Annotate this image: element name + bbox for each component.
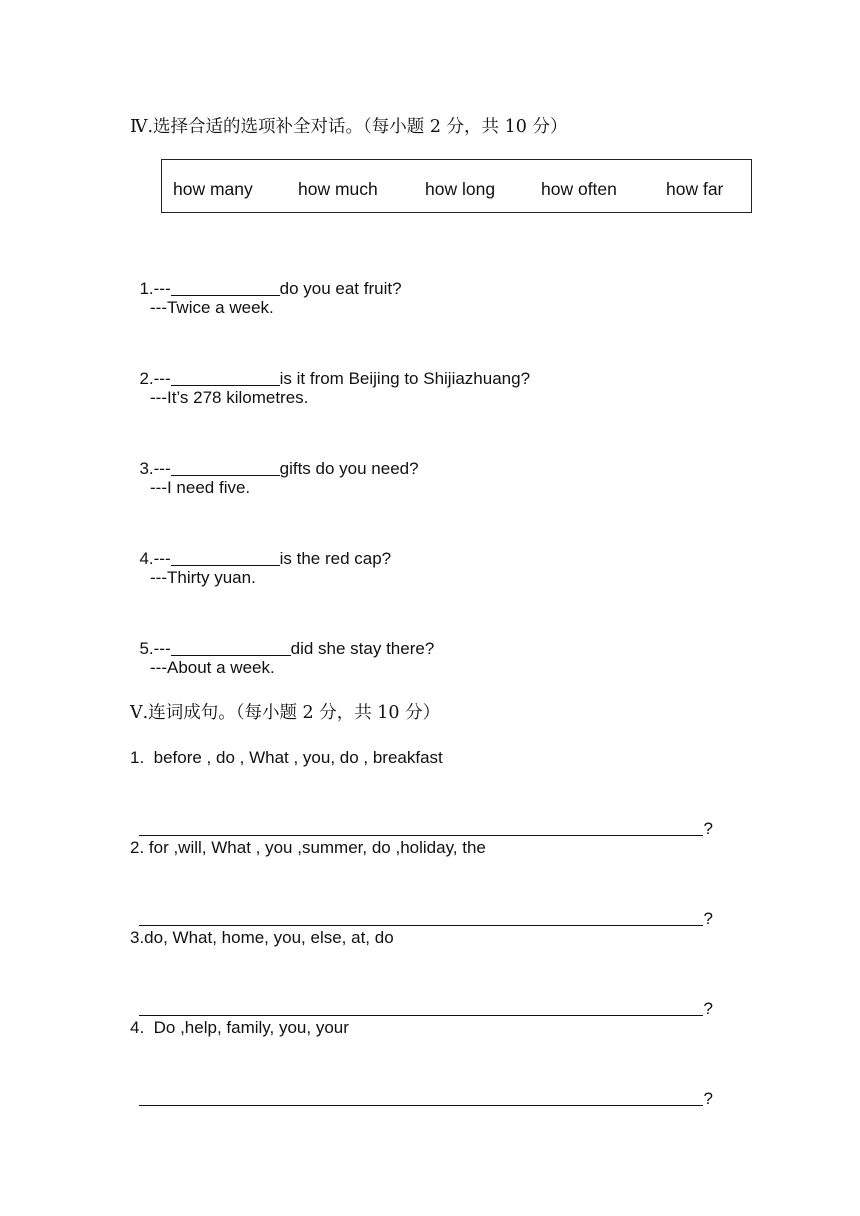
question-text: do you eat fruit? (279, 279, 402, 298)
reply-4: ---Thirty yuan. (150, 568, 256, 587)
question-number: 1.--- (139, 279, 171, 298)
question-5 (130, 611, 434, 661)
word-options-box (161, 159, 752, 213)
reorder-words-2: 2. for ,will, What , you ,summer, do ,holiday, the (130, 838, 486, 857)
reply-3: ---I need five. (150, 478, 251, 497)
answer-line-2 (130, 881, 713, 931)
reply-5: ---About a week. (150, 658, 275, 677)
question-text: did she stay there? (290, 639, 435, 658)
option-word: how far (666, 179, 724, 199)
question-number: 3.--- (139, 459, 171, 478)
question-mark: ? (703, 1089, 713, 1108)
answer-blank[interactable] (171, 277, 280, 296)
question-text: is it from Beijing to Shijiazhuang? (279, 369, 531, 388)
reply-1: ---Twice a week. (150, 298, 274, 317)
option-word: how much (298, 179, 378, 199)
answer-line-3 (130, 971, 713, 1021)
question-2 (130, 341, 530, 391)
answer-line-4 (130, 1061, 713, 1111)
question-3 (130, 431, 419, 481)
question-mark: ? (703, 819, 713, 838)
question-mark: ? (703, 999, 713, 1018)
section-5-title: Ⅴ.连词成句。（每小题 2 分，共 10 分） (130, 703, 441, 723)
answer-blank[interactable] (171, 637, 291, 656)
option-word: how long (425, 179, 496, 199)
question-4 (130, 521, 391, 571)
reorder-words-4: 4. Do ,help, family, you, your (130, 1018, 349, 1037)
answer-blank[interactable] (139, 817, 703, 836)
question-number: 2.--- (139, 369, 171, 388)
section-4-title: Ⅳ.选择合适的选项补全对话。（每小题 2 分，共 10 分） (130, 117, 568, 137)
answer-blank[interactable] (171, 547, 280, 566)
reorder-words-1: 1. before , do , What , you, do , breakfast (130, 748, 443, 767)
answer-blank[interactable] (139, 907, 703, 926)
option-word: how many (173, 179, 253, 199)
answer-blank[interactable] (139, 997, 703, 1016)
question-text: is the red cap? (279, 549, 392, 568)
question-mark: ? (703, 909, 713, 928)
answer-blank[interactable] (171, 457, 280, 476)
question-number: 5.--- (139, 639, 171, 658)
answer-blank[interactable] (139, 1087, 703, 1106)
question-text: gifts do you need? (279, 459, 419, 478)
reorder-words-3: 3.do, What, home, you, else, at, do (130, 928, 394, 947)
question-1 (130, 251, 402, 301)
answer-blank[interactable] (171, 367, 280, 386)
answer-line-1 (130, 791, 713, 841)
reply-2: ---It’s 278 kilometres. (150, 388, 309, 407)
question-number: 4.--- (139, 549, 171, 568)
option-word: how often (541, 179, 617, 199)
